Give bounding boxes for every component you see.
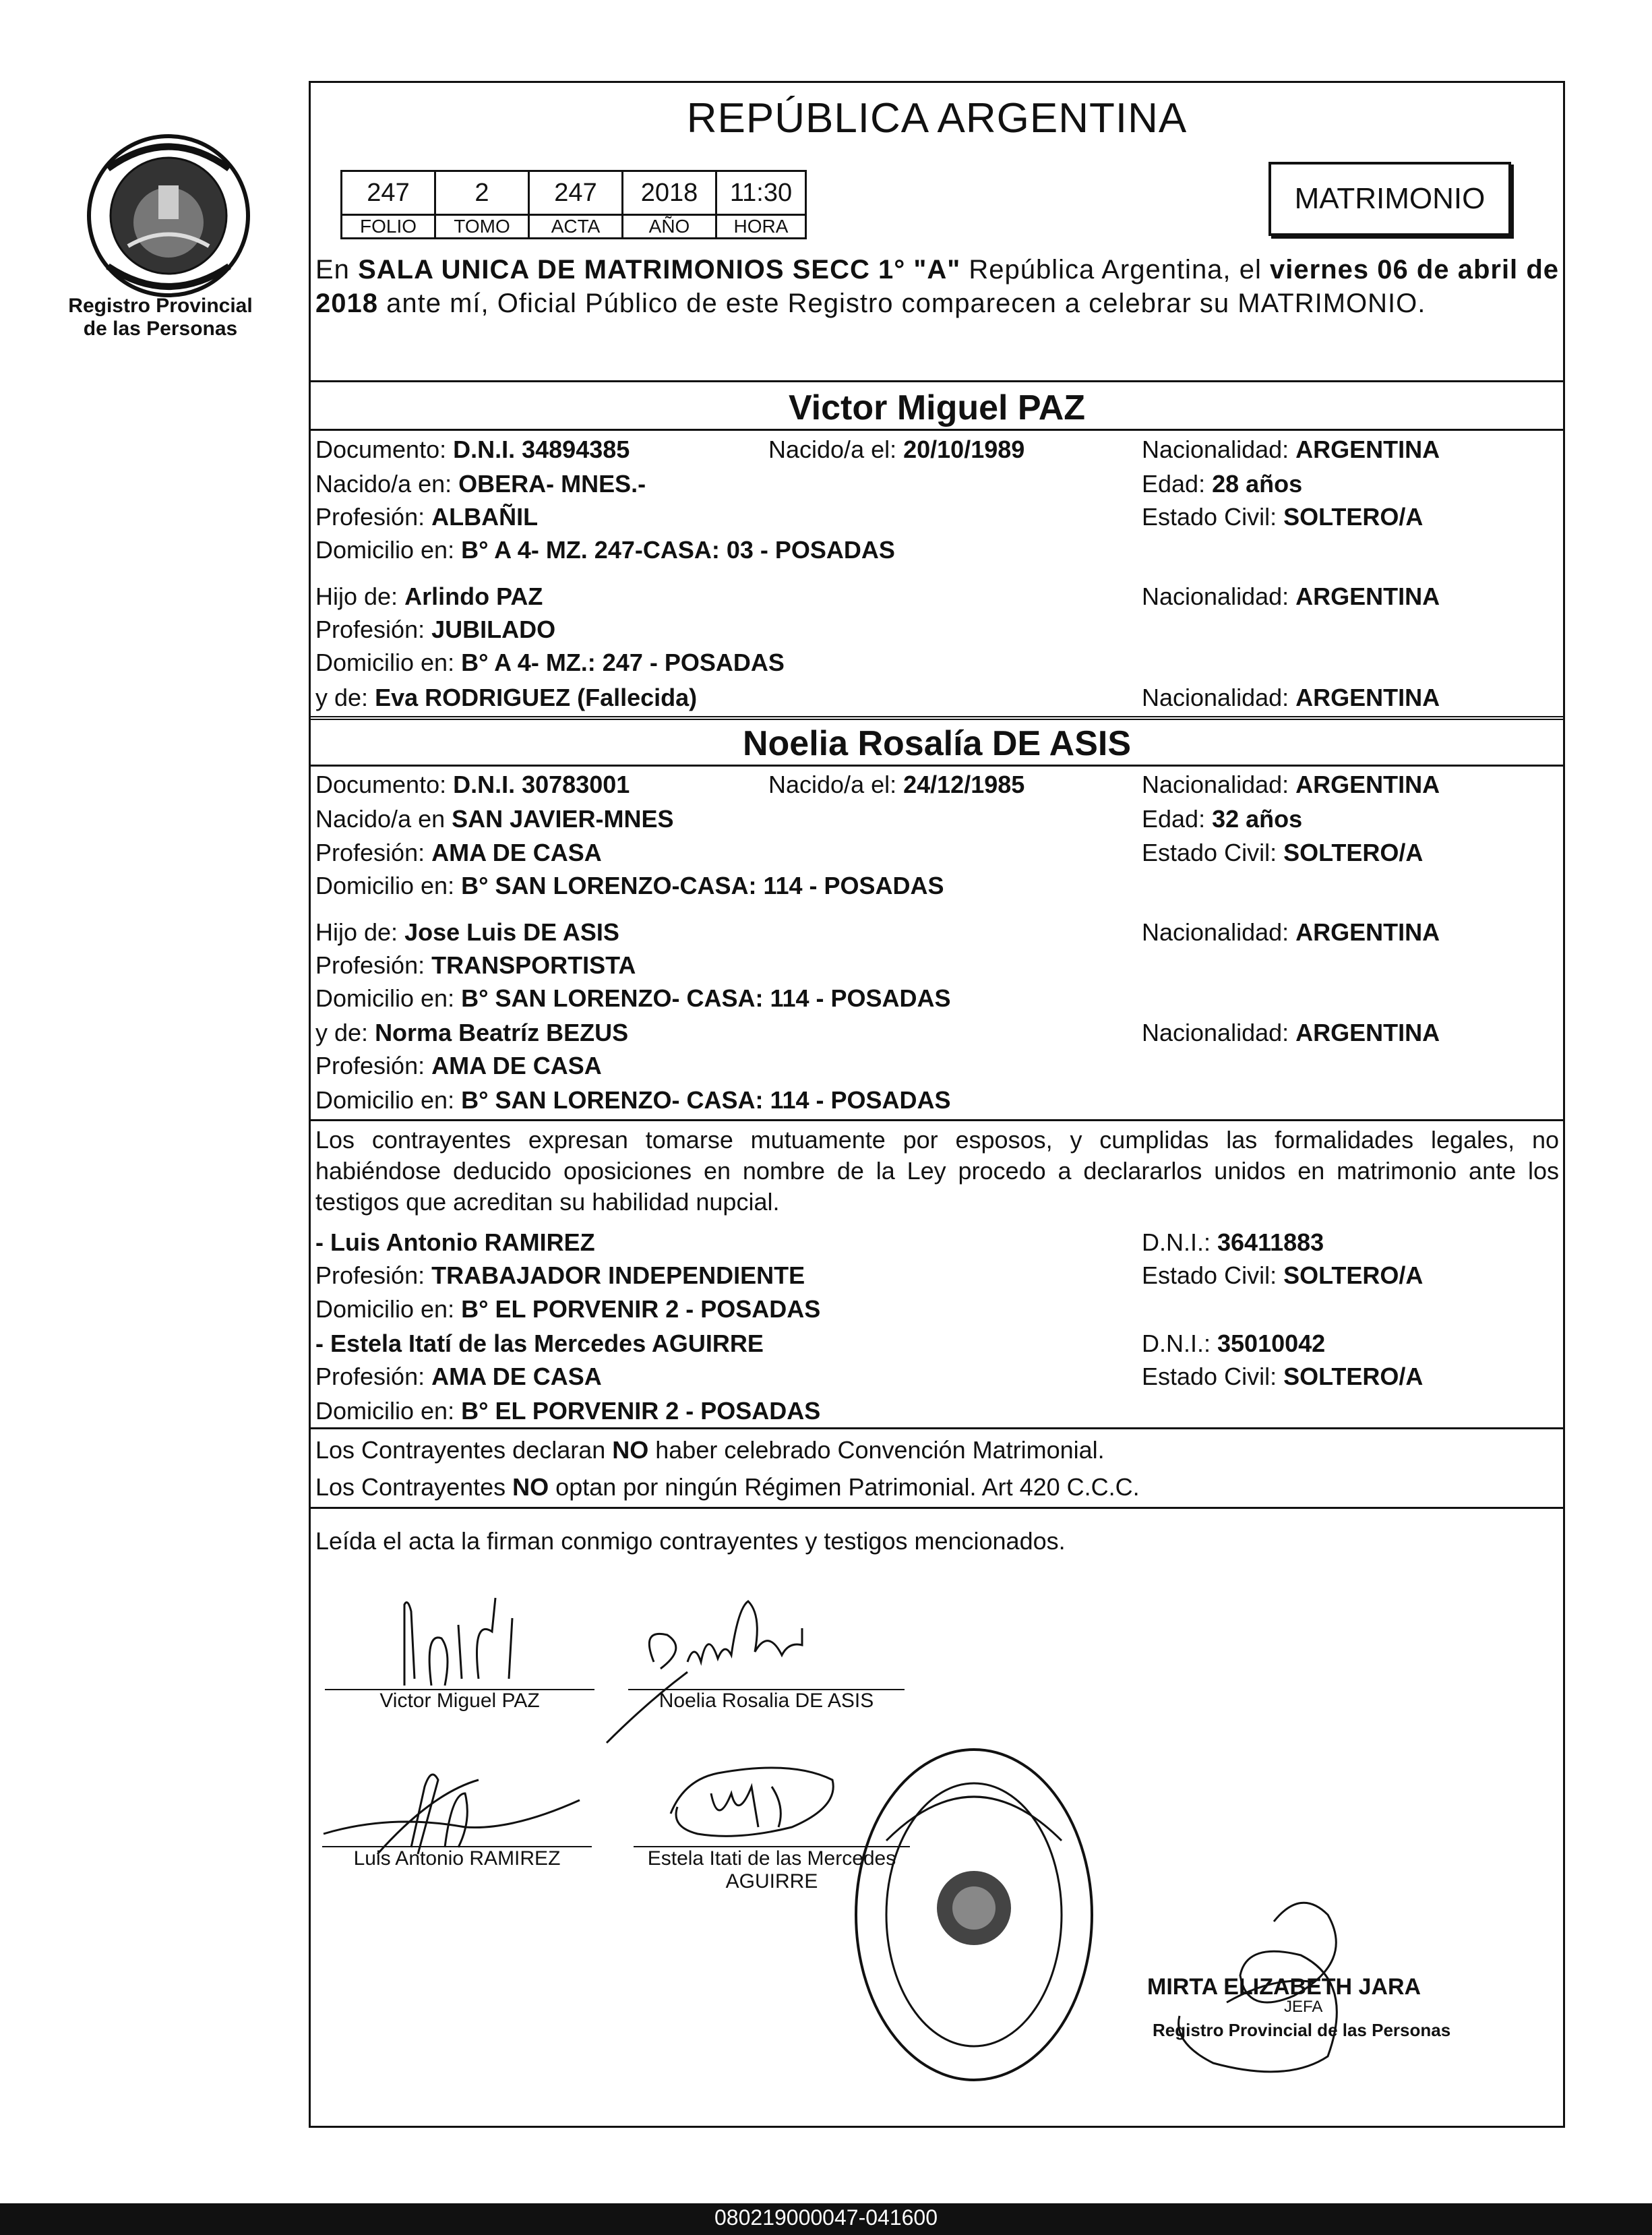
- groom-age: [1142, 470, 1302, 498]
- value: Eva RODRIGUEZ (Fallecida): [375, 684, 698, 711]
- groom-father: [315, 583, 543, 611]
- label: Nacionalidad:: [1142, 1019, 1296, 1046]
- value: TRANSPORTISTA: [431, 951, 636, 979]
- label: Domicilio en:: [315, 872, 462, 899]
- document-title: REPÚBLICA ARGENTINA: [686, 95, 1188, 142]
- bride-mother: [315, 1019, 628, 1047]
- bride-birth-place: [315, 805, 674, 833]
- label: Nacido/a en: [315, 805, 452, 833]
- value: AMA DE CASA: [431, 839, 602, 866]
- anio-value: 2018: [623, 171, 716, 215]
- label: Edad:: [1142, 470, 1213, 498]
- label: Domicilio en:: [315, 1086, 462, 1114]
- folio-label: FOLIO: [342, 215, 435, 239]
- text: haber celebrado Convención Matrimonial.: [648, 1436, 1105, 1464]
- intro-paragraph: [315, 253, 1559, 320]
- value: TRABAJADOR INDEPENDIENTE: [431, 1261, 805, 1289]
- bride-father-profession: [315, 951, 636, 980]
- official-name: MIRTA ELIZABETH JARA: [1147, 1974, 1421, 2000]
- witness1-signature-name: Luis Antonio RAMIREZ: [353, 1847, 561, 1870]
- value: SOLTERO/A: [1283, 1261, 1424, 1289]
- tomo-value: 2: [435, 171, 529, 215]
- text: Los Contrayentes declaran: [315, 1436, 613, 1464]
- footer-code: 080219000047-041600: [714, 2205, 938, 2230]
- groom-mother: [315, 684, 697, 712]
- acta-table: [340, 170, 807, 239]
- value: B° EL PORVENIR 2 - POSADAS: [461, 1295, 821, 1323]
- value: D.N.I. 30783001: [453, 771, 630, 798]
- groom-document: [315, 436, 630, 464]
- line1: Estela Itati de las Mercedes: [647, 1847, 896, 1870]
- bride-mother-profession: [315, 1052, 602, 1080]
- label: Profesión:: [315, 1363, 432, 1390]
- label: Profesión:: [315, 951, 432, 979]
- label: Nacionalidad:: [1142, 583, 1296, 610]
- anio-label: AÑO: [623, 215, 716, 239]
- intro-text-1: En: [315, 255, 359, 285]
- value: B° A 4- MZ.: 247 - POSADAS: [461, 649, 785, 676]
- value: SOLTERO/A: [1283, 839, 1424, 866]
- divider-groom-end: [309, 716, 1565, 720]
- label: Domicilio en:: [315, 536, 462, 564]
- bride-mother-nationality: [1142, 1019, 1440, 1047]
- divider-bride-end: [309, 1119, 1565, 1121]
- acta-value: 247: [529, 171, 623, 215]
- folio-value: 247: [342, 171, 435, 215]
- bride-nationality: [1142, 771, 1440, 799]
- bride-signature: [586, 1588, 883, 1750]
- logo-caption: [59, 295, 262, 340]
- witness1-civil-status: [1142, 1261, 1423, 1290]
- label: Domicilio en:: [315, 1397, 462, 1425]
- groom-father-address: [315, 649, 785, 677]
- groom-birth-date: [768, 436, 1024, 464]
- intro-place: SALA UNICA DE MATRIMONIOS SECC 1° "A": [358, 255, 961, 285]
- bride-mother-address: [315, 1086, 951, 1114]
- bride-father: [315, 918, 619, 947]
- label: Estado Civil:: [1142, 839, 1284, 866]
- label: Profesión:: [315, 1261, 432, 1289]
- text: Los Contrayentes: [315, 1473, 513, 1501]
- bride-signature-name: Noelia Rosalia DE ASIS: [659, 1690, 874, 1712]
- bride-birth-date: [768, 771, 1024, 799]
- label: Nacido/a el:: [768, 771, 904, 798]
- label: Estado Civil:: [1142, 1363, 1284, 1390]
- witness2-address: [315, 1397, 820, 1425]
- emphasis: NO: [612, 1436, 649, 1464]
- value: B° A 4- MZ. 247-CASA: 03 - POSADAS: [461, 536, 895, 564]
- label: y de:: [315, 684, 375, 711]
- value: Jose Luis DE ASIS: [404, 918, 619, 946]
- hora-value: 11:30: [716, 171, 806, 215]
- witness2-civil-status: [1142, 1363, 1423, 1391]
- value: 28 años: [1212, 470, 1303, 498]
- label: Hijo de:: [315, 583, 405, 610]
- bride-father-address: [315, 984, 951, 1013]
- acta-label: ACTA: [529, 215, 623, 239]
- value: D.N.I. 34894385: [453, 436, 630, 463]
- label: Profesión:: [315, 503, 432, 531]
- line2: AGUIRRE: [725, 1870, 818, 1893]
- label: Estado Civil:: [1142, 1261, 1284, 1289]
- label: D.N.I.:: [1142, 1228, 1218, 1256]
- official-role: JEFA: [1284, 1998, 1323, 2016]
- groom-mother-nationality: [1142, 684, 1440, 712]
- label: Documento:: [315, 436, 454, 463]
- declaration-paragraph: Los contrayentes expresan tomarse mutuamente por esposos, y cumplidas las formalidades legales, no habiéndose deducido oposiciones en nombre de la Ley procedo a declararlos unidos en matrimonio ante los testigos que acreditan su habilidad nupcial.: [315, 1126, 1559, 1216]
- intro-date: viernes 06 de abril de 2018: [315, 255, 1560, 318]
- label: Edad:: [1142, 805, 1213, 833]
- label: Estado Civil:: [1142, 503, 1284, 531]
- label: Nacido/a el:: [768, 436, 904, 463]
- value: B° SAN LORENZO- CASA: 114 - POSADAS: [461, 1086, 951, 1114]
- value: SOLTERO/A: [1283, 503, 1424, 531]
- label: Profesión:: [315, 616, 432, 643]
- groom-father-nationality: [1142, 583, 1440, 611]
- value: 35010042: [1217, 1330, 1326, 1357]
- value: - Estela Itatí de las Mercedes AGUIRRE: [315, 1330, 764, 1357]
- label: Nacionalidad:: [1142, 684, 1296, 711]
- value: B° SAN LORENZO- CASA: 114 - POSADAS: [461, 984, 951, 1012]
- groom-father-profession: [315, 616, 555, 644]
- value: ARGENTINA: [1295, 684, 1440, 711]
- value: SOLTERO/A: [1283, 1363, 1424, 1390]
- label: y de:: [315, 1019, 375, 1046]
- label: Profesión:: [315, 839, 432, 866]
- convention-line-1: [315, 1436, 1105, 1464]
- label: Nacionalidad:: [1142, 918, 1296, 946]
- groom-signature: [377, 1591, 539, 1692]
- value: 36411883: [1217, 1228, 1324, 1256]
- witness2-dni: [1142, 1330, 1325, 1358]
- witness1-signature: [310, 1753, 593, 1861]
- value: ARGENTINA: [1295, 436, 1440, 463]
- act-type-box: MATRIMONIO: [1268, 162, 1511, 236]
- text: optan por ningún Régimen Patrimonial. Art 420 C.C.C.: [549, 1473, 1140, 1501]
- intro-text-2: República Argentina, el: [960, 255, 1270, 285]
- label: Hijo de:: [315, 918, 405, 946]
- bride-profession: [315, 839, 602, 867]
- divider-groom-head: [309, 429, 1565, 431]
- emphasis: NO: [512, 1473, 549, 1501]
- logo-caption-line1: Registro Provincial: [68, 295, 253, 317]
- value: 24/12/1985: [903, 771, 1025, 798]
- witness1-address: [315, 1295, 820, 1323]
- groom-profession: [315, 503, 538, 531]
- value: ARGENTINA: [1295, 918, 1440, 946]
- bride-civil-status: [1142, 839, 1423, 867]
- witness1-dni: [1142, 1228, 1324, 1257]
- value: Norma Beatríz BEZUS: [375, 1019, 629, 1046]
- bride-age: [1142, 805, 1302, 833]
- label: Nacido/a en:: [315, 470, 459, 498]
- logo-caption-line2: de las Personas: [83, 318, 238, 340]
- witness2-name: [315, 1330, 764, 1358]
- intro-text-3: ante mí, Oficial Público de este Registro comparecen a celebrar su MATRIMONIO.: [377, 289, 1426, 318]
- value: Arlindo PAZ: [404, 583, 543, 610]
- label: Domicilio en:: [315, 984, 462, 1012]
- witness1-name: [315, 1228, 595, 1257]
- value: 20/10/1989: [903, 436, 1025, 463]
- label: Nacionalidad:: [1142, 771, 1296, 798]
- value: OBERA- MNES.-: [458, 470, 646, 498]
- value: ARGENTINA: [1295, 1019, 1440, 1046]
- witness2-signature: [657, 1753, 846, 1861]
- value: ARGENTINA: [1295, 583, 1440, 610]
- groom-nationality: [1142, 436, 1440, 464]
- label: Nacionalidad:: [1142, 436, 1296, 463]
- groom-signature-name: Victor Miguel PAZ: [379, 1690, 540, 1712]
- label: Domicilio en:: [315, 649, 462, 676]
- reading-statement: Leída el acta la firman conmigo contrayentes y testigos mencionados.: [315, 1527, 1066, 1555]
- convention-line-2: [315, 1473, 1140, 1501]
- label: Documento:: [315, 771, 454, 798]
- divider-intro: [309, 380, 1565, 382]
- tomo-label: TOMO: [435, 215, 529, 239]
- value: AMA DE CASA: [431, 1363, 602, 1390]
- bride-father-nationality: [1142, 918, 1440, 947]
- value: 32 años: [1212, 805, 1303, 833]
- hora-label: HORA: [716, 215, 806, 239]
- value: B° EL PORVENIR 2 - POSADAS: [461, 1397, 821, 1425]
- divider-bride-head: [309, 765, 1565, 767]
- value: SAN JAVIER-MNES: [452, 805, 674, 833]
- witness1-profession: [315, 1261, 805, 1290]
- label: Domicilio en:: [315, 1295, 462, 1323]
- groom-civil-status: [1142, 503, 1423, 531]
- witness2-profession: [315, 1363, 602, 1391]
- registry-seal: [846, 1739, 1102, 2090]
- groom-birth-place: [315, 470, 646, 498]
- label: Profesión:: [315, 1052, 432, 1079]
- groom-address: [315, 536, 895, 564]
- value: JUBILADO: [431, 616, 556, 643]
- value: - Luis Antonio RAMIREZ: [315, 1228, 595, 1256]
- groom-name-heading: Victor Miguel PAZ: [788, 388, 1086, 427]
- label: D.N.I.:: [1142, 1330, 1218, 1357]
- bride-address: [315, 872, 944, 900]
- divider-convention-end: [309, 1507, 1565, 1509]
- bride-name-heading: Noelia Rosalía DE ASIS: [742, 724, 1132, 763]
- value: AMA DE CASA: [431, 1052, 602, 1079]
- official-office: Registro Provincial de las Personas: [1153, 2020, 1451, 2040]
- divider-witness-end: [309, 1427, 1565, 1429]
- value: ARGENTINA: [1295, 771, 1440, 798]
- value: B° SAN LORENZO-CASA: 114 - POSADAS: [461, 872, 944, 899]
- value: ALBAÑIL: [431, 503, 539, 531]
- bride-document: [315, 771, 630, 799]
